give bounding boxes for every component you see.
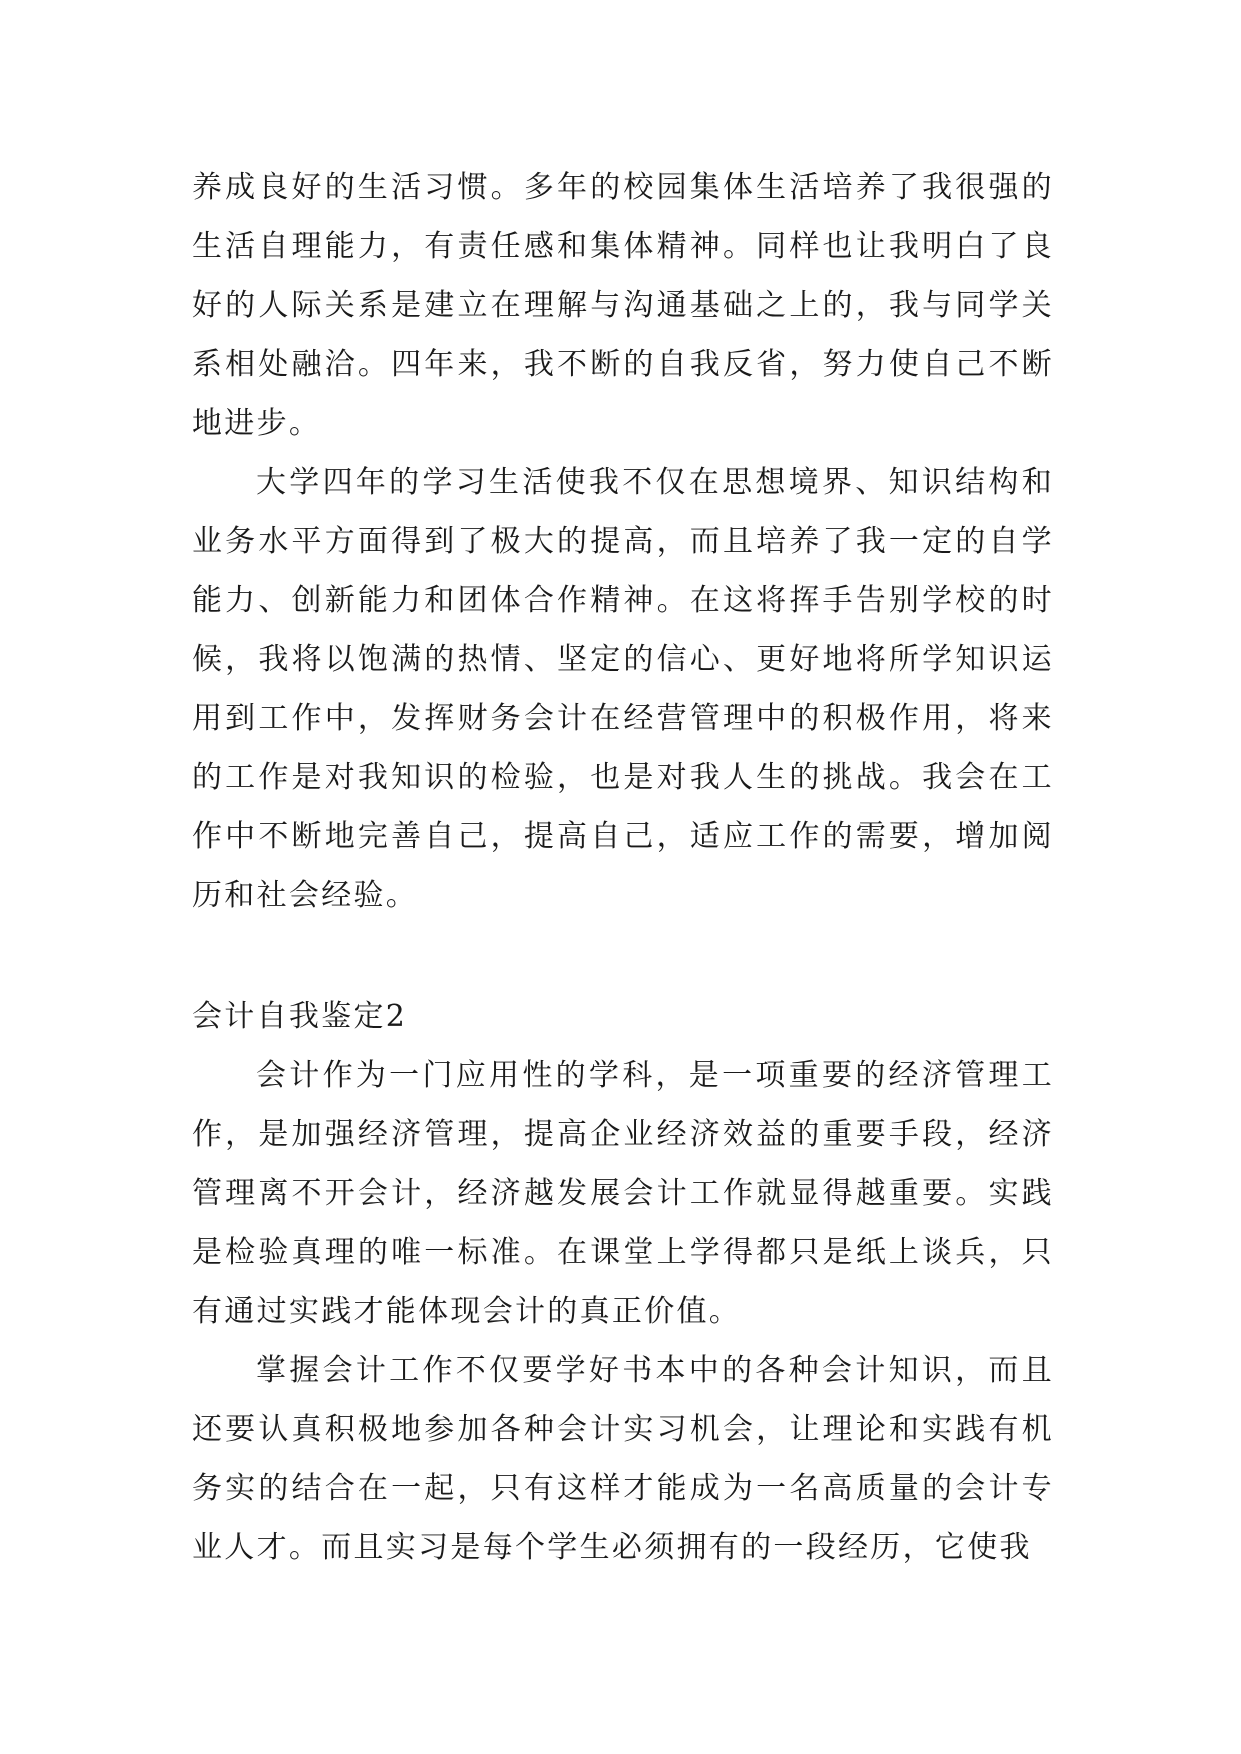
paragraph-university-summary: 大学四年的学习生活使我不仅在思想境界、知识结构和业务水平方面得到了极大的提高，而且培养了我一定的自学能力、创新能力和团体合作精神。在这将挥手告别学校的时候，我将以饱满的热情、坚定的信心、更好地将所学知识运用到工作中，发挥财务会计在经营管理中的积极作用，将来的工作是对我知识的检验，也是对我人生的挑战。我会在工作中不断地完善自己，提高自己，适应工作的需要，增加阅历和社会经验。 <box>192 465 1054 913</box>
document-body <box>192 158 1054 1577</box>
paragraph-accounting-practice: 掌握会计工作不仅要学好书本中的各种会计知识，而且还要认真积极地参加各种会计实习机会，让理论和实践有机务实的结合在一起，只有这样才能成为一名高质量的会计专业人才。而且实习是每个学生必须拥有的一段经历，它使我 <box>192 1353 1054 1565</box>
paragraph-accounting-intro: 会计作为一门应用性的学科，是一项重要的经济管理工作，是加强经济管理，提高企业经济效益的重要手段，经济管理离不开会计，经济越发展会计工作就显得越重要。实践是检验真理的唯一标准。在课堂上学得都只是纸上谈兵，只有通过实践才能体现会计的真正价值。 <box>192 1058 1054 1329</box>
paragraph-continuation: 养成良好的生活习惯。多年的校园集体生活培养了我很强的生活自理能力，有责任感和集体精神。同样也让我明白了良好的人际关系是建立在理解与沟通基础之上的，我与同学关系相处融洽。四年来，我不断的自我反省，努力使自己不断地进步。 <box>192 170 1054 441</box>
section-title: 会计自我鉴定2 <box>192 999 408 1034</box>
